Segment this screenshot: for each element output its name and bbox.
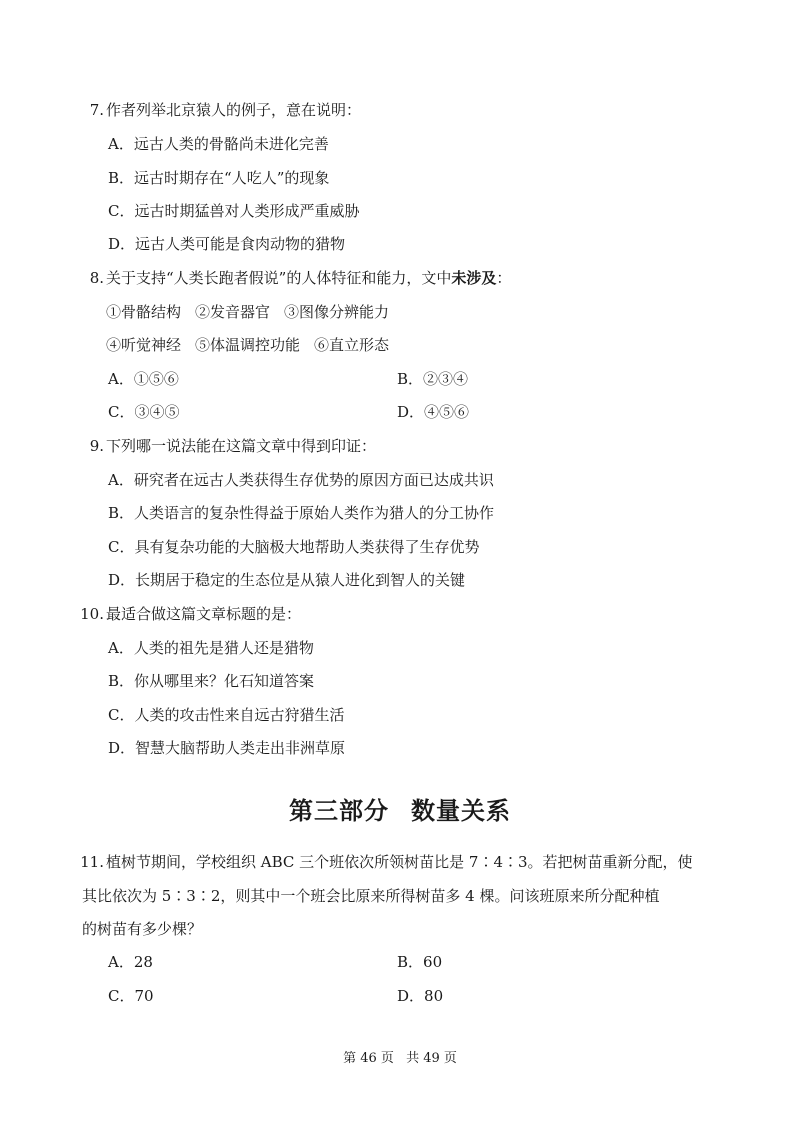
question-9-option-d: D．长期居于稳定的生态位是从猿人进化到智人的关键 <box>108 571 466 589</box>
question-8-item-1: ①骨骼结构 <box>106 303 182 321</box>
question-8-items-row-1 <box>106 302 403 322</box>
question-8-option-d: D．④⑤⑥ <box>397 403 470 421</box>
question-8-stem-colon: ： <box>496 269 512 287</box>
page-number: 第 46 页 <box>343 1051 394 1066</box>
question-11-option-d: D．80 <box>397 987 444 1005</box>
section-title-label: 数量关系 <box>411 797 511 825</box>
question-11-option-a: A．28 <box>108 953 153 971</box>
question-9-option-b: B．人类语言的复杂性得益于原始人类作为猎人的分工协作 <box>108 504 495 522</box>
question-10-number: 10. <box>80 605 104 623</box>
question-9-stem: 下列哪一说法能在这篇文章中得到印证： <box>106 437 377 455</box>
question-8-item-3: ③图像分辨能力 <box>284 303 390 321</box>
question-9-number: 9. <box>89 437 104 455</box>
question-11-option-b: B．60 <box>397 953 443 971</box>
question-8-number: 8. <box>89 269 104 287</box>
question-7-option-c: C．远古时期猛兽对人类形成严重威胁 <box>108 202 360 220</box>
question-8-option-c: C．③④⑤ <box>108 403 180 421</box>
question-8-item-5: ⑤体温调控功能 <box>195 336 301 354</box>
question-9-option-a: A．研究者在远古人类获得生存优势的原因方面已达成共识 <box>108 471 494 489</box>
question-10-option-d: D．智慧大脑帮助人类走出非洲草原 <box>108 739 346 757</box>
question-11-stem-line-1: 植树节期间，学校组织 ABC 三个班依次所领树苗比是 7∶4∶3。若把树苗重新分配，使 <box>106 853 693 871</box>
question-8-stem-emphasis: 未涉及 <box>451 269 497 287</box>
section-part-label: 第三部分 <box>289 797 389 825</box>
question-7-stem: 作者列举北京猿人的例子，意在说明： <box>106 101 362 119</box>
question-7-option-b: B．远古时期存在“人吃人”的现象 <box>108 169 330 187</box>
page-total: 共 49 页 <box>406 1051 457 1066</box>
page-footer <box>0 1050 800 1068</box>
question-10-option-b: B．你从哪里来？化石知道答案 <box>108 672 315 690</box>
question-8-stem-text: 关于支持“人类长跑者假说”的人体特征和能力，文中 <box>106 269 452 287</box>
section-heading <box>0 796 800 826</box>
question-8-item-4: ④听觉神经 <box>106 336 182 354</box>
question-10-option-c: C．人类的攻击性来自远古狩猎生活 <box>108 706 345 724</box>
question-10-option-a: A．人类的祖先是猎人还是猎物 <box>108 639 314 657</box>
question-9-option-c: C．具有复杂功能的大脑极大地帮助人类获得了生存优势 <box>108 538 480 556</box>
question-7-number: 7. <box>89 101 104 119</box>
question-8-stem <box>106 268 511 288</box>
question-8-option-b: B．②③④ <box>397 370 469 388</box>
question-7-option-a: A．远古人类的骨骼尚未进化完善 <box>108 135 329 153</box>
question-11-stem-line-2: 其比依次为 5∶3∶2，则其中一个班会比原来所得树苗多 4 棵。问该班原来所分配种植 <box>82 887 660 905</box>
question-8-option-a: A．①⑤⑥ <box>108 370 179 388</box>
question-11-number: 11. <box>80 853 104 871</box>
question-10-stem: 最适合做这篇文章标题的是： <box>106 605 302 623</box>
question-11-stem-line-3: 的树苗有多少棵？ <box>82 920 203 938</box>
question-8-item-6: ⑥直立形态 <box>314 336 390 354</box>
question-8-items-row-2 <box>106 335 403 355</box>
question-7-option-d: D．远古人类可能是食肉动物的猎物 <box>108 235 346 253</box>
question-11-option-c: C．70 <box>108 987 154 1005</box>
question-8-item-2: ②发音器官 <box>195 303 271 321</box>
